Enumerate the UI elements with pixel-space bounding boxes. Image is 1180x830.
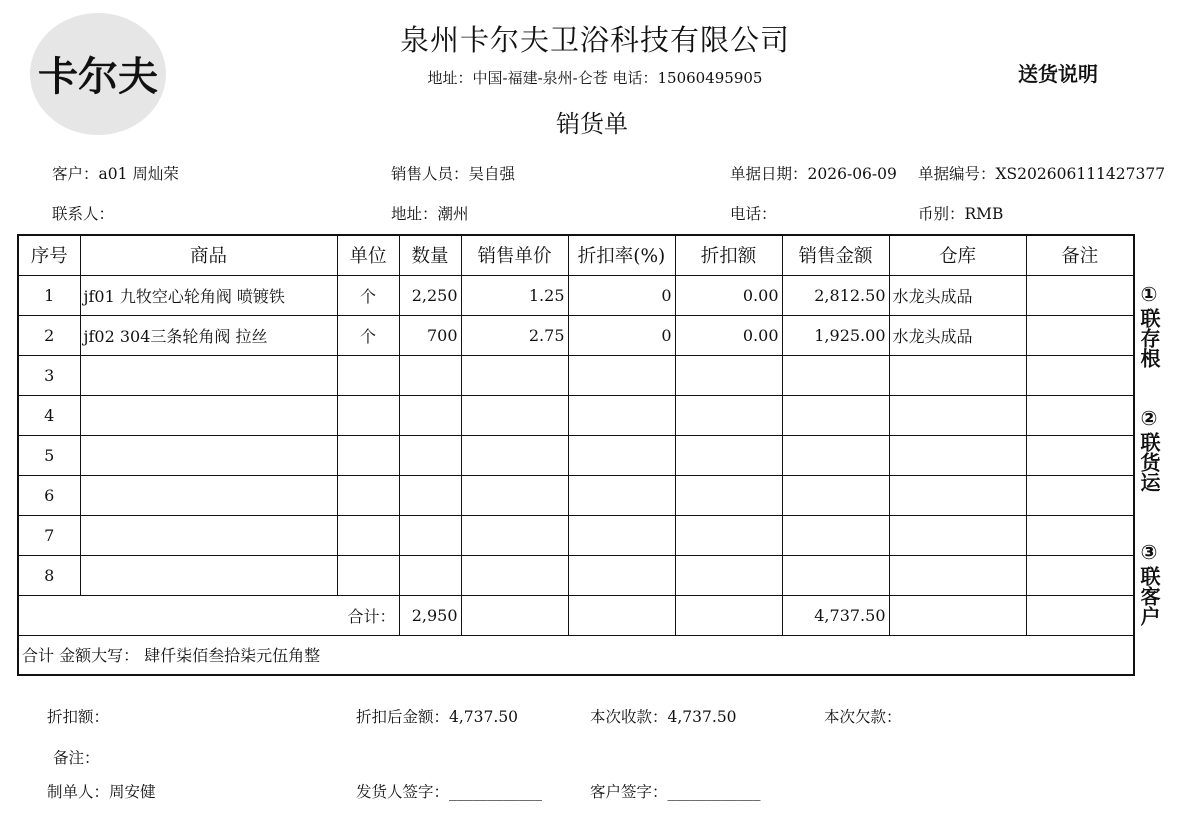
col-header-no: 序号 (18, 235, 80, 275)
salesperson-field: 销售人员：吴自强 (391, 165, 516, 183)
date-field: 单据日期：2026-06-09 (730, 165, 897, 183)
cell-amount (782, 355, 889, 395)
col-header-discount: 折扣额 (675, 235, 782, 275)
cell-product (80, 395, 337, 435)
cell-price (461, 515, 568, 555)
cell-no: 7 (18, 515, 80, 555)
cell-price (461, 475, 568, 515)
after-discount-field: 折扣后金额：4,737.50 (356, 708, 519, 726)
cell-discount: 0.00 (675, 315, 782, 355)
col-header-amount: 销售金额 (782, 235, 889, 275)
cell-amount (782, 395, 889, 435)
cell-warehouse: 水龙头成品 (889, 315, 1026, 355)
cell-unit (337, 435, 399, 475)
cell-rate (568, 515, 675, 555)
col-header-warehouse: 仓库 (889, 235, 1026, 275)
table-row (18, 395, 1134, 435)
copy-label-shipping: ② 联货运 (1137, 406, 1161, 492)
table-row (18, 315, 1134, 355)
cell-price (461, 555, 568, 595)
col-header-product: 商品 (80, 235, 337, 275)
cell-product (80, 555, 337, 595)
maker-field: 制单人：周安健 (47, 783, 156, 801)
cell-remark (1026, 275, 1134, 315)
cell-price: 2.75 (461, 315, 568, 355)
customer-value: a01 周灿荣 (98, 165, 179, 183)
cell-discount: 0.00 (675, 275, 782, 315)
cell-qty: 700 (399, 315, 461, 355)
table-header-row (18, 235, 1134, 275)
cell-price: 1.25 (461, 275, 568, 315)
received-field: 本次收款：4,737.50 (590, 708, 737, 726)
total-empty (889, 595, 1026, 635)
cell-product (80, 475, 337, 515)
cell-discount (675, 555, 782, 595)
col-header-rate: 折扣率(%) (568, 235, 675, 275)
col-header-price: 销售单价 (461, 235, 568, 275)
docno-field: 单据编号：XS202606111427377 (918, 165, 1166, 183)
cell-rate (568, 555, 675, 595)
copy-label-stub: ① 联存根 (1137, 282, 1161, 368)
table-row (18, 555, 1134, 595)
cell-remark (1026, 555, 1134, 595)
cell-qty: 2,250 (399, 275, 461, 315)
cell-unit: 个 (337, 275, 399, 315)
cell-warehouse (889, 435, 1026, 475)
maker-value: 周安健 (109, 783, 156, 801)
cell-no: 1 (18, 275, 80, 315)
copy-label-customer: ③ 联客户 (1137, 540, 1161, 626)
cell-discount (675, 395, 782, 435)
total-empty (568, 595, 675, 635)
phone-field: 电话： (730, 205, 777, 223)
col-header-qty: 数量 (399, 235, 461, 275)
total-label: 合计： (18, 595, 399, 635)
cell-product (80, 435, 337, 475)
customer-signature-line: ____________ (667, 783, 761, 801)
amount-in-words: 合计 金额大写： 肆仟柒佰叁拾柒元伍角整 (18, 635, 1134, 675)
col-header-unit: 单位 (337, 235, 399, 275)
discount-field: 折扣额： (47, 708, 110, 726)
cell-rate (568, 355, 675, 395)
after-discount-value: 4,737.50 (449, 708, 519, 726)
cell-qty (399, 435, 461, 475)
logo-text: 卡尔夫 (38, 54, 158, 100)
docno-value: XS202606111427377 (995, 165, 1166, 183)
delivery-notice-label: 送货说明 (1018, 62, 1098, 86)
cell-amount: 2,812.50 (782, 275, 889, 315)
cell-no: 2 (18, 315, 80, 355)
cell-unit (337, 475, 399, 515)
cell-amount (782, 435, 889, 475)
address-value: 潮州 (437, 205, 469, 223)
table-row (18, 475, 1134, 515)
customer-signature-field: 客户签字：____________ (590, 783, 761, 801)
cell-product: jf01 九牧空心轮角阀 喷镀铁 (80, 275, 337, 315)
total-row (18, 595, 1134, 635)
table-row (18, 355, 1134, 395)
remark-field: 备注： (53, 749, 100, 767)
cell-remark (1026, 315, 1134, 355)
total-empty (461, 595, 568, 635)
cell-unit (337, 515, 399, 555)
cell-qty (399, 475, 461, 515)
cell-unit (337, 555, 399, 595)
cell-rate: 0 (568, 315, 675, 355)
cell-amount (782, 555, 889, 595)
cell-remark (1026, 435, 1134, 475)
cell-qty (399, 515, 461, 555)
cell-price (461, 355, 568, 395)
currency-field: 币别：RMB (918, 205, 1004, 223)
date-value: 2026-06-09 (807, 165, 897, 183)
total-empty (675, 595, 782, 635)
cell-no: 4 (18, 395, 80, 435)
shipper-signature-line: ____________ (449, 783, 543, 801)
cell-warehouse (889, 555, 1026, 595)
customer-field: 客户：a01 周灿荣 (52, 165, 179, 183)
cell-discount (675, 435, 782, 475)
shipper-signature-field: 发货人签字：____________ (356, 783, 543, 801)
cell-no: 8 (18, 555, 80, 595)
cell-no: 5 (18, 435, 80, 475)
cell-remark (1026, 395, 1134, 435)
col-header-remark: 备注 (1026, 235, 1134, 275)
address-field: 地址：潮州 (391, 205, 469, 223)
cell-price (461, 435, 568, 475)
table-row (18, 435, 1134, 475)
cell-remark (1026, 475, 1134, 515)
owed-field: 本次欠款： (824, 708, 902, 726)
cell-unit (337, 395, 399, 435)
cell-discount (675, 515, 782, 555)
company-name: 泉州卡尔夫卫浴科技有限公司 (399, 23, 790, 57)
cell-product: jf02 304三条轮角阀 拉丝 (80, 315, 337, 355)
cell-warehouse (889, 515, 1026, 555)
cell-amount (782, 475, 889, 515)
cell-rate (568, 435, 675, 475)
cell-price (461, 395, 568, 435)
contact-field: 联系人： (52, 205, 115, 223)
cell-qty (399, 555, 461, 595)
salesperson-value: 吴自强 (468, 165, 516, 183)
cell-product (80, 515, 337, 555)
cell-qty (399, 395, 461, 435)
cell-remark (1026, 515, 1134, 555)
cell-rate (568, 475, 675, 515)
cell-rate (568, 395, 675, 435)
sales-table (17, 234, 1135, 676)
cell-remark (1026, 355, 1134, 395)
cell-discount (675, 475, 782, 515)
cell-amount: 1,925.00 (782, 315, 889, 355)
cell-rate: 0 (568, 275, 675, 315)
cell-qty (399, 355, 461, 395)
table-row (18, 275, 1134, 315)
cell-discount (675, 355, 782, 395)
cell-no: 3 (18, 355, 80, 395)
cell-warehouse (889, 475, 1026, 515)
currency-value: RMB (964, 205, 1004, 223)
cell-unit: 个 (337, 315, 399, 355)
document-title: 销货单 (556, 110, 628, 138)
total-qty: 2,950 (399, 595, 461, 635)
table-row (18, 515, 1134, 555)
cell-unit (337, 355, 399, 395)
cell-warehouse (889, 395, 1026, 435)
amount-words-row (18, 635, 1134, 675)
company-address: 地址：中国-福建-泉州-仑苍 电话：15060495905 (427, 69, 763, 87)
cell-amount (782, 515, 889, 555)
cell-warehouse: 水龙头成品 (889, 275, 1026, 315)
cell-warehouse (889, 355, 1026, 395)
received-value: 4,737.50 (667, 708, 737, 726)
total-empty (1026, 595, 1134, 635)
cell-product (80, 355, 337, 395)
total-amount: 4,737.50 (782, 595, 889, 635)
cell-no: 6 (18, 475, 80, 515)
